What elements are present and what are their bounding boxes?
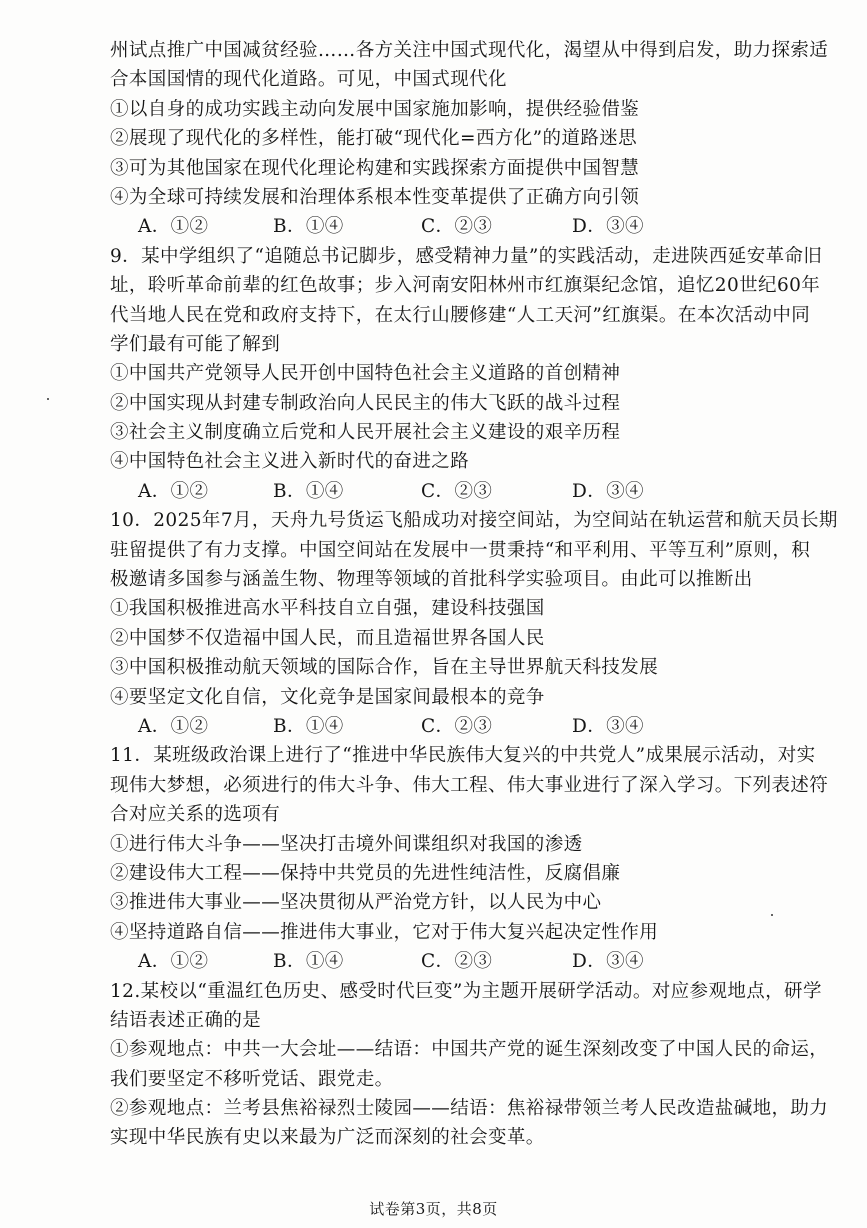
scan-speck: [47, 398, 49, 400]
option-b: B．①④: [273, 951, 344, 973]
option-a: A．①②: [138, 216, 209, 238]
q10-options: [110, 712, 770, 741]
option-d: D．③④: [572, 951, 644, 973]
q10-statement-1: ①我国积极推进高水平科技自立自强，建设科技强国: [110, 598, 545, 620]
q8-stem-line-1: 州试点推广中国减贫经验……各方关注中国式现代化，渴望从中得到启发，助力探索适: [110, 40, 829, 61]
option-d: D．③④: [572, 715, 644, 737]
option-d: D．③④: [572, 480, 644, 502]
scan-speck: [771, 914, 773, 916]
q11-statement-3: ③推进伟大事业——坚决贯彻从严治党方针，以人民为中心: [110, 892, 602, 914]
q9-statement-2: ②中国实现从封建专制政治向人民民主的伟大飞跃的战斗过程: [110, 392, 621, 414]
q9-stem-line-2: 址，聆听革命前辈的红色故事；步入河南安阳林州市红旗渠纪念馆，追忆20世纪60年: [110, 275, 821, 297]
q9-statement-4: ④中国特色社会主义进入新时代的奋进之路: [110, 451, 470, 473]
q11-statement-1: ①进行伟大斗争——坚决打击境外间谍组织对我国的渗透: [110, 833, 583, 855]
q8-options: [110, 212, 770, 241]
q9-stem-line-4: 学们最有可能了解到: [110, 333, 281, 355]
q12-statement-2-line-2: 实现中华民族有史以来最为广泛而深刻的社会变革。: [110, 1127, 545, 1149]
q10-statement-3: ③中国积极推动航天领域的国际合作，旨在主导世界航天科技发展: [110, 657, 659, 679]
q8-statement-3: ③可为其他国家在现代化理论构建和实践探索方面提供中国智慧: [110, 157, 640, 179]
option-c: C．②③: [421, 951, 493, 973]
q12-statement-2-line-1: ②参观地点：兰考县焦裕禄烈士陵园——结语：焦裕禄带领兰考人民改造盐碱地，助力: [110, 1098, 829, 1120]
q12-statement-1-line-2: 我们要坚定不移听党话、跟党走。: [110, 1068, 394, 1090]
q12-stem-line-2: 结语表述正确的是: [110, 1009, 262, 1031]
option-c: C．②③: [421, 715, 493, 737]
q11-stem-line-3: 合对应关系的选项有: [110, 804, 281, 826]
option-b: B．①④: [273, 715, 344, 737]
q11-statement-2: ②建设伟大工程——保持中共党员的先进性纯洁性，反腐倡廉: [110, 862, 621, 884]
q10-stem-line-3: 极邀请多国参与涵盖生物、物理等领域的首批科学实验项目。由此可以推断出: [110, 569, 753, 591]
q10-stem-line-1: 10．2025年7月，天舟九号货运飞船成功对接空间站，为空间站在轨运营和航天员长期: [110, 510, 838, 532]
option-a: A．①②: [138, 480, 209, 502]
option-b: B．①④: [273, 216, 344, 238]
q8-statement-2: ②展现了现代化的多样性，能打破“现代化=西方化”的道路迷思: [110, 128, 638, 150]
option-c: C．②③: [421, 480, 493, 502]
q9-stem-line-1: 9．某中学组织了“追随总书记脚步，感受精神力量”的实践活动，走进陕西延安革命旧: [110, 245, 823, 267]
q12-stem-line-1: 12.某校以“重温红色历史、感受时代巨变”为主题开展研学活动。对应参观地点，研学: [110, 980, 822, 1002]
q8-statement-4: ④为全球可持续发展和治理体系根本性变革提供了正确方向引领: [110, 186, 640, 208]
q9-stem-line-3: 代当地人民在党和政府支持下，在太行山腰修建“人工天河”红旗渠。在本次活动中同: [110, 304, 811, 326]
option-a: A．①②: [138, 951, 209, 973]
q11-stem-line-1: 11．某班级政治课上进行了“推进中华民族伟大复兴的中共党人”成果展示活动，对实: [110, 745, 816, 767]
q10-stem-line-2: 驻留提供了有力支撑。中国空间站在发展中一贯秉持“和平利用、平等互利”原则，积: [110, 539, 811, 561]
option-b: B．①④: [273, 480, 344, 502]
q8-statement-1: ①以自身的成功实践主动向发展中国家施加影响，提供经验借鉴: [110, 98, 640, 120]
q11-statement-4: ④坚持道路自信——推进伟大事业，它对于伟大复兴起决定性作用: [110, 921, 659, 943]
q10-statement-2: ②中国梦不仅造福中国人民，而且造福世界各国人民: [110, 627, 545, 649]
q9-statement-1: ①中国共产党领导人民开创中国特色社会主义道路的首创精神: [110, 363, 621, 385]
option-d: D．③④: [572, 216, 644, 238]
option-a: A．①②: [138, 715, 209, 737]
page-content: [110, 36, 838, 1153]
q8-stem-line-2: 合本国国情的现代化道路。可见，中国式现代化: [110, 69, 507, 91]
option-c: C．②③: [421, 216, 493, 238]
q10-statement-4: ④要坚定文化自信，文化竞争是国家间最根本的竞争: [110, 686, 545, 708]
q11-options: [110, 947, 770, 976]
page-footer: 试卷第3页，共8页: [369, 1200, 498, 1218]
q12-statement-1-line-1: ①参观地点：中共一大会址——结语：中国共产党的诞生深刻改变了中国人民的命运，: [110, 1039, 829, 1061]
q11-stem-line-2: 现伟大梦想，必须进行的伟大斗争、伟大工程、伟大事业进行了深入学习。下列表述符: [110, 774, 829, 796]
q9-statement-3: ③社会主义制度确立后党和人民开展社会主义建设的艰辛历程: [110, 422, 621, 444]
q9-options: [110, 477, 770, 506]
